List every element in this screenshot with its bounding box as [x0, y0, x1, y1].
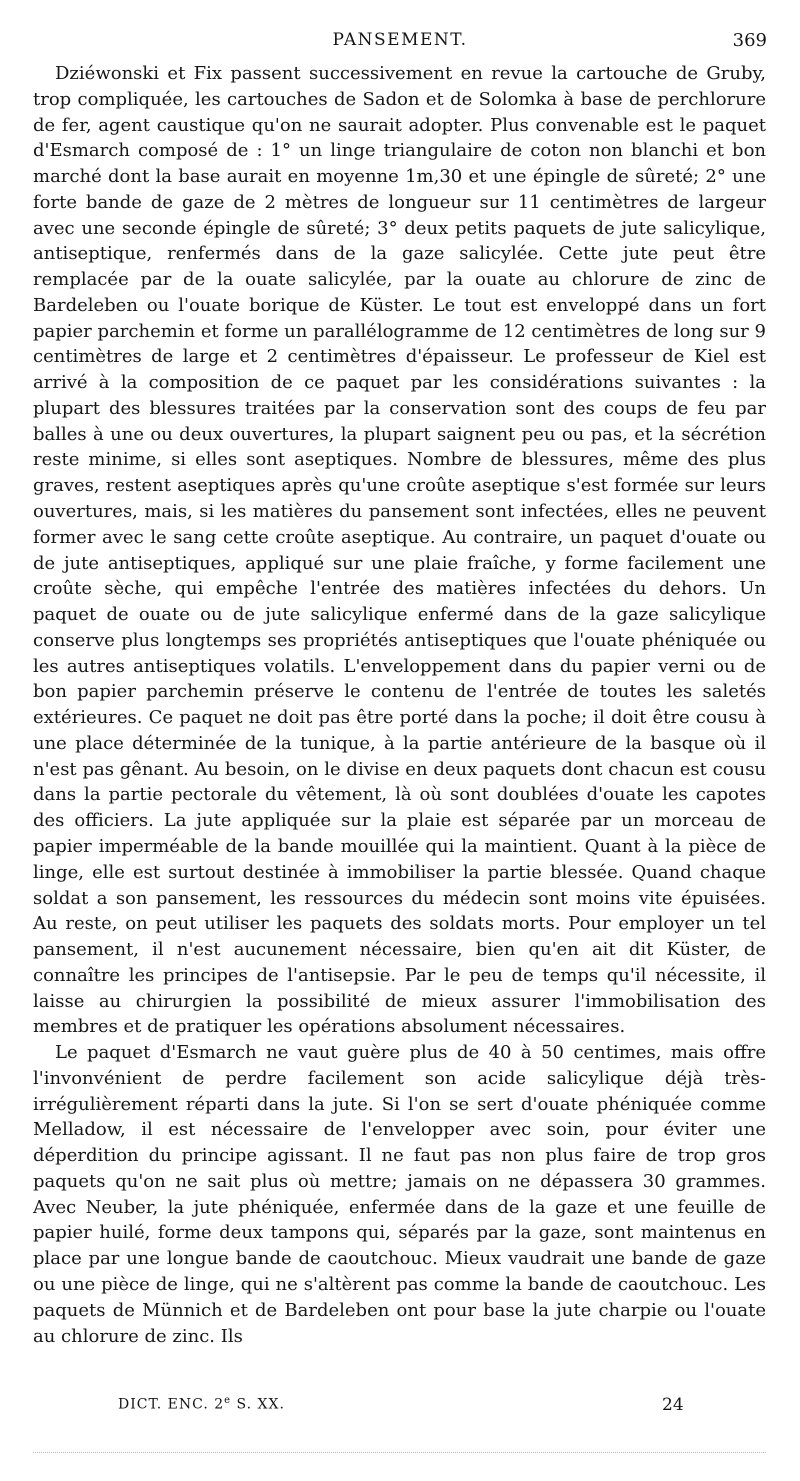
paragraph-2: Le paquet d'Esmarch ne vaut guère plus de 40 à 50 centimes, mais offre l'invonvénient de perdre facilement son acide salicylique déjà très-irrégulièrement réparti dans la jute. Si l'on se sert d'ouate phéniquée comme Melladow, il est nécessaire de l'envelopper avec soin, pour éviter une déperdition du principe agissant. Il ne faut pas non plus faire de trop gros paquets qu'on ne sait plus où mettre; jamais on ne dépassera 30 grammes. Avec Neuber, la jute phéniquée, enfermée dans de la gaze et une feuille de papier huilé, forme deux tampons qui, séparés par la gaze, sont maintenus en place par une longue bande de caoutchouc. Mieux vaudrait une bande de gaze ou une pièce de linge, qui ne s'altèrent pas comme la bande de caoutchouc. Les paquets de Münnich et de Bardeleben ont pour base la jute charpie ou l'ouate au chlorure de zinc. Ils [33, 1042, 766, 1347]
signature-superscript: e [224, 1395, 232, 1406]
signature-prefix: DICT. ENC. 2 [118, 1396, 225, 1413]
signature-line [0, 1395, 800, 1419]
signature-mark [118, 1395, 285, 1413]
signature-suffix: S. XX. [231, 1396, 285, 1413]
running-head [0, 30, 800, 58]
body-text [33, 61, 766, 1349]
paragraph-1: Dziéwonski et Fix passent successivement en revue la cartouche de Gruby, trop compliquée, les cartouches de Sadon et de Solomka à base de perchlorure de fer, agent caustique qu'on ne saurait adopter. Plus convenable est le paquet d'Esmarch composé de : 1° un linge triangulaire de coton non blanchi et bon marché dont la base aurait en moyenne 1m,30 et une épingle de sûreté; 2° une forte bande de gaze de 2 mètres de longueur sur 11 centimètres de largeur avec une seconde épingle de sûreté; 3° deux petits paquets de jute salicylique, antiseptique, renfermés dans de la gaze salicylée. Cette jute peut être remplacée par de la ouate salicylée, par la ouate au chlorure de zinc de Bardeleben ou l'ouate borique de Küster. Le tout est enveloppé dans un fort papier parchemin et forme un parallélogramme de 12 centimètres de long sur 9 centimètres de large et 2 centimètres d'épaisseur. Le professeur de Kiel est arrivé à la composition de ce paquet par les considérations suivantes : la plupart des blessures traitées par la conservation sont des coups de feu par balles à une ou deux ouvertures, la plupart saignent peu ou pas, et la sécrétion reste minime, si elles sont aseptiques. Nombre de blessures, même des plus graves, restent aseptiques après qu'une croûte aseptique s'est formée sur leurs ouvertures, mais, si les matières du pansement sont infectées, elles ne peuvent former avec le sang cette croûte aseptique. Au contraire, un paquet d'ouate ou de jute antiseptiques, appliqué sur une plaie fraîche, y forme facilement une croûte sèche, qui empêche l'entrée des matières infectées du dehors. Un paquet de ouate ou de jute salicylique enfermé dans de la gaze salicylique conserve plus longtemps ses propriétés antiseptiques que l'ouate phéniquée ou les autres antiseptiques volatils. L'enveloppement dans du papier verni ou de bon papier parchemin préserve le contenu de l'entrée de toutes les saletés extérieures. Ce paquet ne doit pas être porté dans la poche; il doit être cousu à une place déterminée de la tunique, à la partie antérieure de la basque où il n'est pas gênant. Au besoin, on le divise en deux paquets dont chacun est cousu dans la partie pectorale du vêtement, là où sont doublées d'ouate les capotes des officiers. La jute appliquée sur la plaie est séparée par un morceau de papier imperméable de la bande mouillée qui la maintient. Quant à la pièce de linge, elle est surtout destinée à immobiliser la partie blessée. Quand chaque soldat a son pansement, les ressources du médecin sont moins vite épuisées. Au reste, on peut utiliser les paquets des soldats morts. Pour employer un tel pansement, il n'est aucunement nécessaire, bien qu'en ait dit Küster, de connaître les principes de l'antisepsie. Par le peu de temps qu'il nécessite, il laisse au chirurgien la possibilité de mieux assurer l'immobilisation des membres et de pratiquer les opérations absolument nécessaires. [33, 63, 766, 1038]
running-title: PANSEMENT. [332, 30, 468, 50]
page-number: 369 [732, 30, 767, 51]
bottom-rule [33, 1452, 766, 1453]
sheet-number: 24 [662, 1395, 684, 1415]
